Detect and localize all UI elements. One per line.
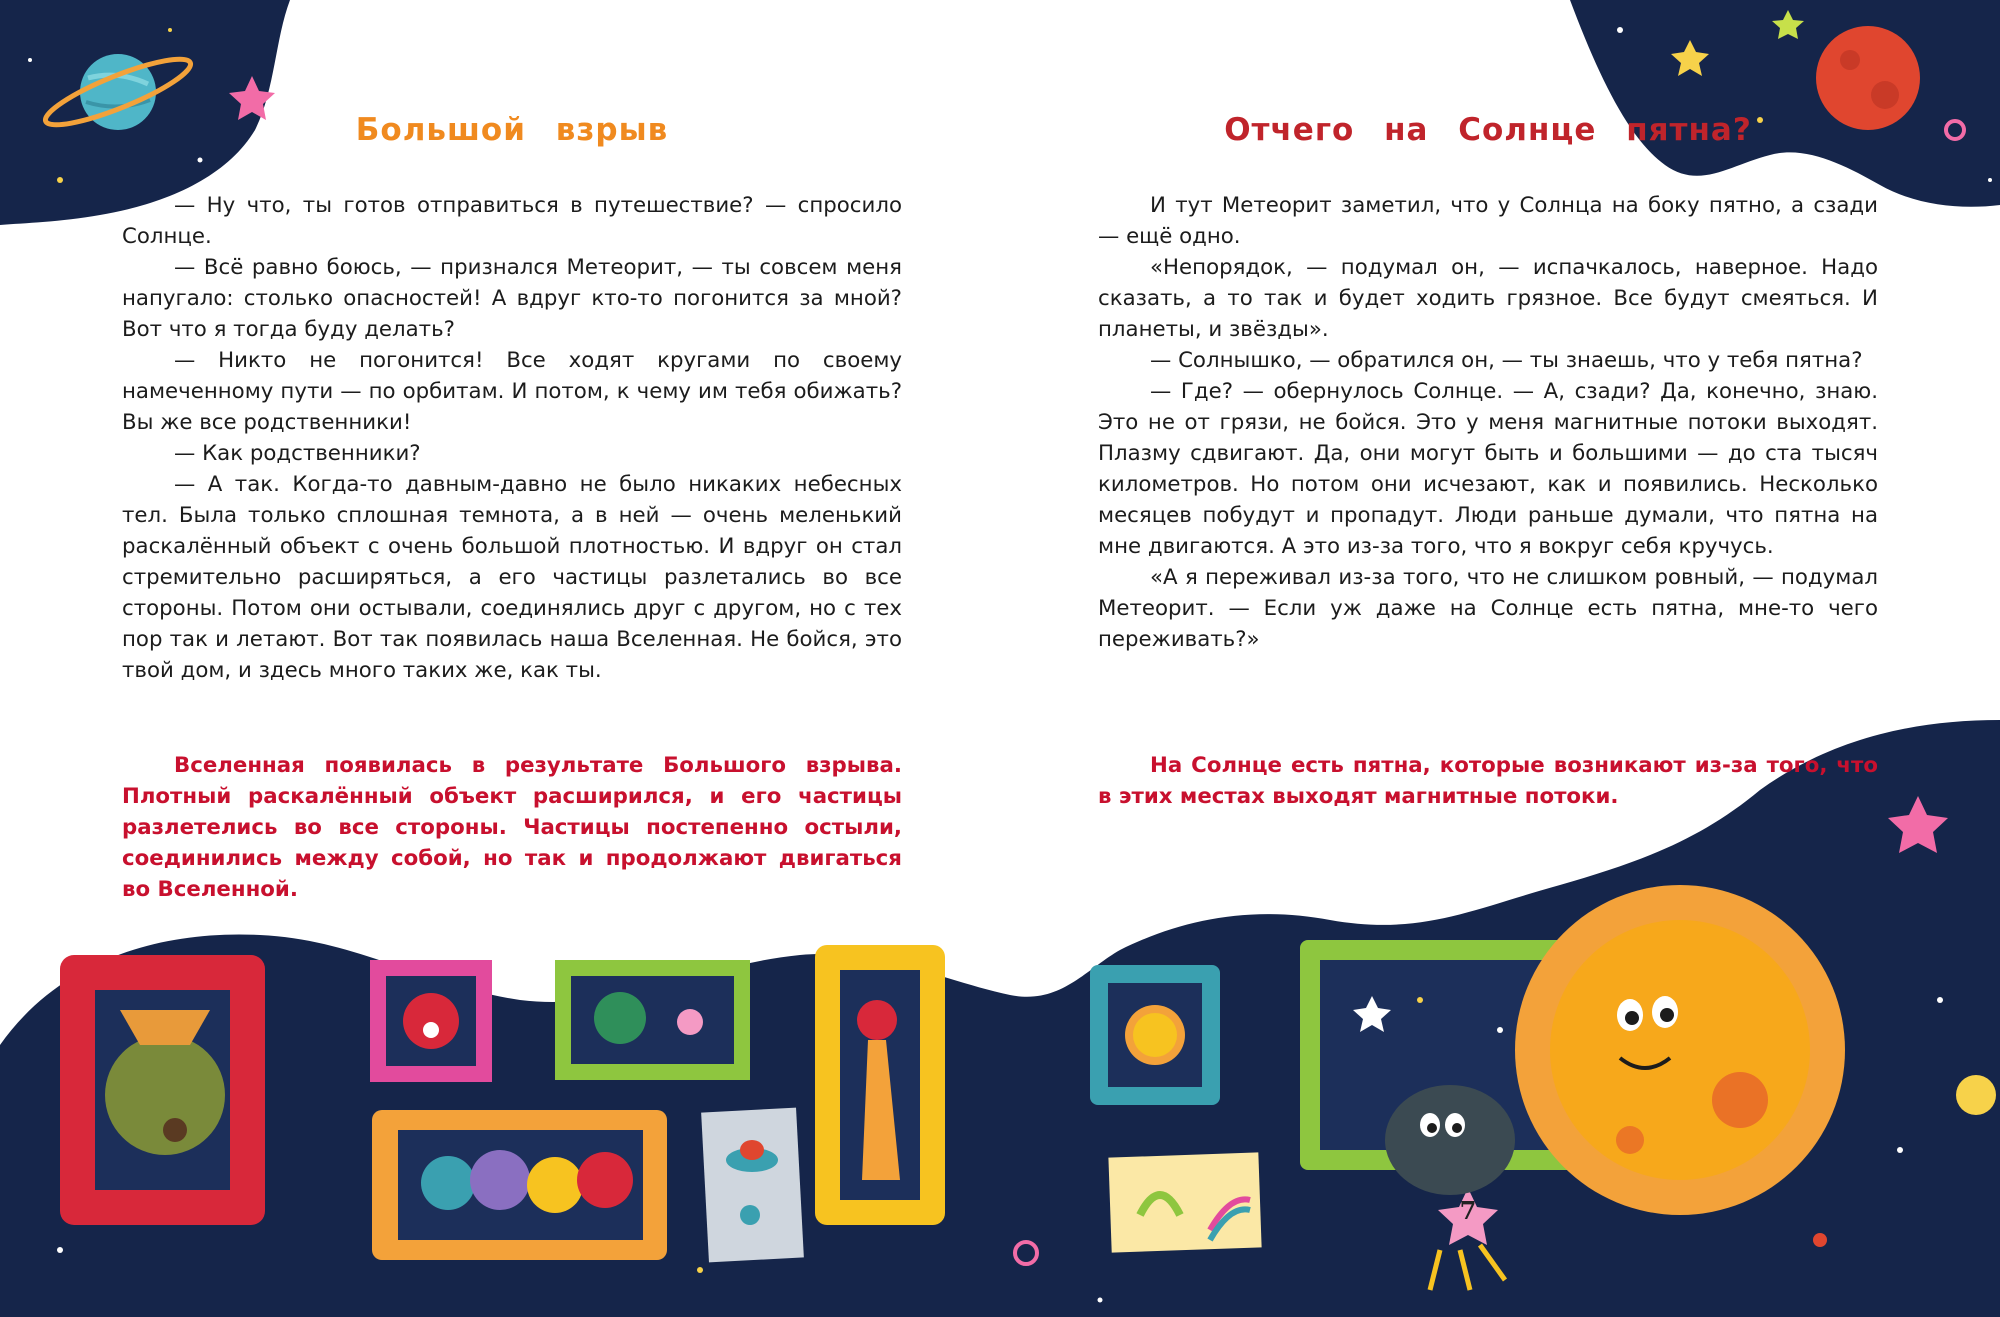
left-page-title: Большой взрыв xyxy=(355,112,669,148)
frame-comet xyxy=(815,945,945,1225)
right-paragraph: — Солнышко, — обратился он, — ты знаешь, что у тебя пятна? xyxy=(1150,348,1863,373)
left-paragraph: — Всё равно боюсь, — признался Метеорит, — ты совсем меня напугало: столько опасностей! А вдруг кто-то погонится за мной? Вот что я тогда буду делать? xyxy=(122,255,902,342)
right-page-body xyxy=(1098,190,1878,655)
frame-green-planets xyxy=(555,960,750,1080)
left-paragraph: — Как родственники? xyxy=(174,441,421,466)
right-page-title: Отчего на Солнце пятна? xyxy=(1224,112,1752,148)
left-page-body xyxy=(122,190,902,686)
left-fact-box: Вселенная появилась в результате Большого взрыва. Плотный раскалённый объект расширился, и его частицы разлетелись во все стороны. Частицы постепенно остыли, соединились между собой, но так и продолжают двигаться во Вселенной. xyxy=(122,753,902,902)
left-paragraph: — А так. Когда-то давным-давно не было никаких небесных тел. Была только сплошная темнота, а в ней — очень меленький раскалённый объект с очень большой плотностью. И вдруг он стал стремительно расширяться, а его частицы разлетались во все стороны. Потом они остывали, соединялись друг с другом, но с тех пор так и летают. Вот так появилась наша Вселенная. Не бойся, это твой дом, и здесь много таких же, как ты. xyxy=(122,472,902,683)
right-paragraph: «Непорядок, — подумал он, — испачкалось, наверное. Надо сказать, а то так и будет ходить грязное. Все будут смеяться. И планеты, и звёзды». xyxy=(1098,255,1878,342)
frame-little-sun xyxy=(1090,965,1220,1105)
left-paragraph: — Ну что, ты готов отправиться в путешествие? — спросило Солнце. xyxy=(122,193,902,249)
frame-planet-family xyxy=(372,1110,667,1260)
frame-planet-with-hat xyxy=(60,955,265,1225)
right-paragraph: — Где? — обернулось Солнце. — А, сзади? Да, конечно, знаю. Это не от грязи, не бойся. Это у меня магнитные потоки выходят. Плазму сдвигают. Да, они могут быть и большими — до ста тысяч километров. Но потом они исчезают, как и появились. Несколько месяцев побудут и пропадут. Люди раньше думали, что пятна на мне двигаются. А это из-за того, что я вокруг себя кручусь. xyxy=(1098,379,1878,559)
child-drawing-sheet xyxy=(1108,1152,1261,1252)
smiling-sun-character xyxy=(1515,885,1845,1215)
right-paragraph: «А я переживал из-за того, что не слишком ровный, — подумал Метеорит. — Если уж даже на Солнце есть пятна, мне-то чего переживать?» xyxy=(1098,565,1878,652)
photo-alien xyxy=(701,1108,804,1263)
right-fact-box: На Солнце есть пятна, которые возникают из-за того, что в этих местах выходят магнитные потоки. xyxy=(1098,753,1878,809)
page-number: 7 xyxy=(1459,1196,1477,1225)
frame-red-face xyxy=(370,960,492,1082)
right-paragraph: И тут Метеорит заметил, что у Солнца на боку пятно, а сзади — ещё одно. xyxy=(1098,193,1878,249)
left-paragraph: — Никто не погонится! Все ходят кругами по своему намеченному пути — по орбитам. И потом, к чему им тебя обижать? Вы же все родственники! xyxy=(122,348,902,435)
